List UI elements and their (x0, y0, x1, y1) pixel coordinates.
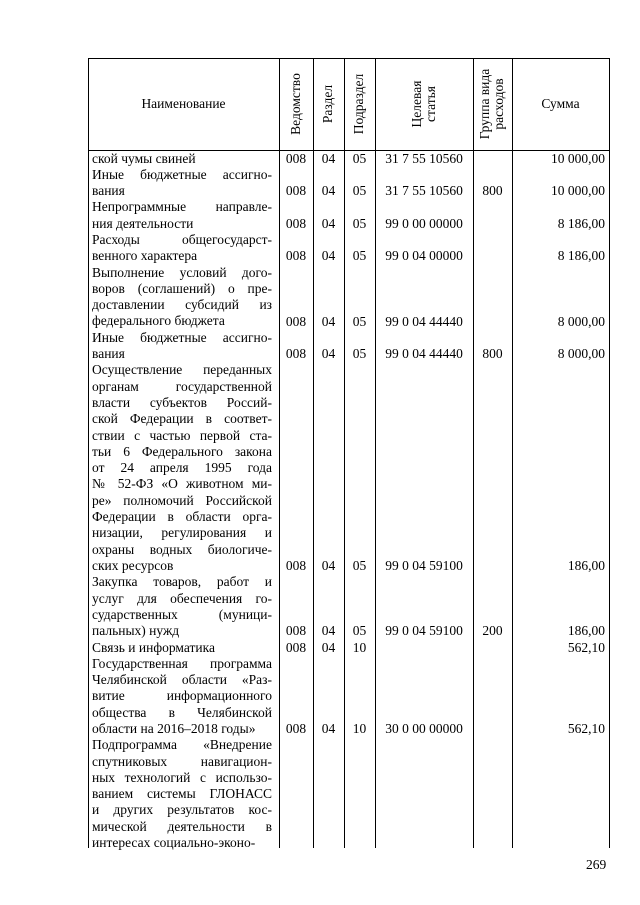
row-name-line: Государственная программа (92, 655, 272, 671)
cell-summa: 8 186,00 (557, 248, 605, 264)
cell-vedomstvo: 008 (285, 313, 307, 329)
cell-podrazdel: 05 (352, 623, 367, 639)
cell-vedomstvo: 008 (285, 639, 307, 655)
cell-razdel: 04 (321, 639, 336, 655)
row-name-line: Подпрограмма «Внедрение (92, 737, 272, 753)
header-gruppa-vida-rashodov (478, 59, 506, 149)
cell-celevaya-statya: 99 0 04 00000 (385, 248, 463, 264)
row-name-line: сударственных (муници- (92, 606, 272, 622)
row-name-line: общества в Челябинской (92, 704, 272, 720)
cell-podrazdel: 05 (352, 248, 367, 264)
header-celevaya-line2: статья (423, 86, 438, 122)
col-border-5 (473, 58, 474, 848)
row-name-line: ских ресурсов (92, 557, 174, 573)
cell-razdel: 04 (321, 313, 336, 329)
row-name-line: Челябинской области «Раз- (92, 672, 272, 688)
row-name-line: ской Федерации в соответ- (92, 411, 272, 427)
cell-vedomstvo: 008 (285, 346, 307, 362)
row-name-line: ния деятельности (92, 215, 194, 231)
row-name-line: ствии с частью первой ста- (92, 427, 272, 443)
row-name-line: Закупка товаров, работ и (92, 574, 272, 590)
cell-razdel: 04 (321, 248, 336, 264)
table-top-border (88, 58, 610, 59)
row-name-line: Выполнение условий дого- (92, 264, 272, 280)
row-name (92, 574, 272, 639)
row-name-line: Непрограммные направле- (92, 199, 272, 215)
cell-podrazdel: 05 (352, 346, 367, 362)
cell-podrazdel: 05 (352, 558, 367, 573)
row-name-line: венного характера (92, 248, 198, 264)
header-summa: Сумма (541, 96, 580, 111)
cell-celevaya-statya: 31 7 55 10560 (385, 183, 463, 199)
row-name-line: ных технологий с использо- (92, 769, 272, 785)
row-name-line: доставлении субсидий из (92, 297, 272, 313)
cell-podrazdel: 05 (352, 183, 367, 199)
cell-razdel: 04 (321, 721, 336, 736)
row-name (92, 737, 272, 851)
cell-razdel: 04 (321, 623, 336, 639)
cell-celevaya-statya: 99 0 04 44440 (385, 346, 463, 362)
cell-vedomstvo: 008 (285, 248, 307, 264)
cell-razdel: 04 (321, 183, 336, 199)
cell-gruppa: 800 (482, 346, 503, 362)
row-name-line: Расходы общегосударст- (92, 232, 272, 247)
row-name-line: органам государственной (92, 378, 272, 394)
cell-celevaya-statya: 31 7 55 10560 (385, 150, 463, 166)
cell-podrazdel: 05 (352, 215, 367, 231)
cell-celevaya-statya: 99 0 04 59100 (385, 558, 463, 573)
row-name (92, 640, 272, 656)
cell-gruppa: 800 (482, 183, 503, 199)
row-name (92, 167, 272, 200)
col-border-left (88, 58, 89, 848)
cell-podrazdel: 05 (352, 150, 367, 166)
row-name (92, 265, 272, 330)
row-name-line: Иные бюджетные ассигно- (92, 166, 272, 182)
cell-podrazdel: 05 (352, 313, 367, 329)
row-name-line: услуг для обеспечения го- (92, 590, 272, 606)
cell-vedomstvo: 008 (285, 623, 307, 639)
row-name-line: Осуществление переданных (92, 362, 272, 378)
cell-razdel: 04 (321, 150, 336, 166)
col-border-right (609, 58, 610, 848)
row-name-line: области на 2016–2018 годы» (92, 720, 256, 736)
cell-podrazdel: 10 (352, 639, 367, 655)
row-name-line: охраны водных биологиче- (92, 541, 272, 557)
cell-razdel: 04 (321, 215, 336, 231)
header-vedomstvo: Ведомство (288, 73, 303, 135)
cell-summa: 8 186,00 (557, 215, 605, 231)
cell-razdel: 04 (321, 558, 336, 573)
row-name-line: вания (92, 346, 125, 362)
row-name-line: низации, регулирования и (92, 525, 272, 541)
row-name (92, 362, 272, 574)
budget-table (88, 58, 610, 851)
row-name-line: тьи 6 Федерального закона (92, 443, 272, 459)
cell-summa: 10 000,00 (551, 150, 605, 166)
cell-razdel: 04 (321, 346, 336, 362)
cell-summa: 562,10 (567, 721, 605, 736)
row-name-line: витие информационного (92, 688, 272, 704)
cell-celevaya-statya: 99 0 04 44440 (385, 313, 463, 329)
cell-celevaya-statya: 99 0 00 00000 (385, 215, 463, 231)
cell-summa: 186,00 (567, 623, 605, 639)
cell-summa: 8 000,00 (557, 313, 605, 329)
row-name-line: Федерации в области орга- (92, 509, 272, 525)
row-name (92, 656, 272, 737)
cell-celevaya-statya: 30 0 00 00000 (385, 721, 463, 736)
header-razdel: Раздел (320, 84, 335, 124)
page-number: 269 (586, 857, 607, 872)
header-celevaya-line1: Целевая (409, 80, 424, 128)
row-name (92, 232, 272, 265)
header-podrazdel: Подраздел (351, 73, 366, 135)
header-gruppa-line1: Группа вида (477, 68, 492, 140)
row-name (92, 199, 272, 232)
cell-summa: 562,10 (567, 639, 605, 655)
cell-vedomstvo: 008 (285, 150, 307, 166)
row-name-line: мической деятельности в (92, 818, 272, 834)
cell-vedomstvo: 008 (285, 215, 307, 231)
row-name-line: вания (92, 183, 125, 199)
row-name-line: Иные бюджетные ассигно- (92, 329, 272, 345)
row-name-line: воров (соглашений) о пре- (92, 280, 272, 296)
row-name-line: спутниковых навигацион- (92, 753, 272, 769)
row-name-line: от 24 апреля 1995 года (92, 460, 272, 476)
cell-summa: 10 000,00 (551, 183, 605, 199)
header-name: Наименование (141, 96, 226, 111)
row-name-line: ской чумы свиней (92, 150, 196, 166)
row-name-line: и других результатов кос- (92, 802, 272, 818)
row-name-line: пальных) нужд (92, 623, 180, 639)
row-name-line: ре» полномочий Российской (92, 492, 272, 508)
cell-summa: 186,00 (567, 558, 605, 573)
cell-vedomstvo: 008 (285, 558, 307, 573)
cell-gruppa: 200 (482, 623, 503, 639)
cell-podrazdel: 10 (352, 721, 367, 736)
row-name-line: ванием системы ГЛОНАСС (92, 786, 272, 802)
cell-vedomstvo: 008 (285, 721, 307, 736)
header-gruppa-line2: расходов (491, 78, 506, 130)
row-name (92, 330, 272, 363)
cell-summa: 8 000,00 (557, 346, 605, 362)
cell-vedomstvo: 008 (285, 183, 307, 199)
row-name-line: Связь и информатика (92, 639, 215, 655)
row-name-line: власти субъектов Россий- (92, 394, 272, 410)
row-name-line: интересах социально-эконо- (92, 835, 256, 851)
row-name-line: федерального бюджета (92, 313, 225, 329)
cell-celevaya-statya: 99 0 04 59100 (385, 623, 463, 639)
header-celevaya-statya (410, 64, 438, 144)
row-name-line: № 52-ФЗ «О животном ми- (92, 476, 272, 492)
row-name (92, 151, 272, 167)
